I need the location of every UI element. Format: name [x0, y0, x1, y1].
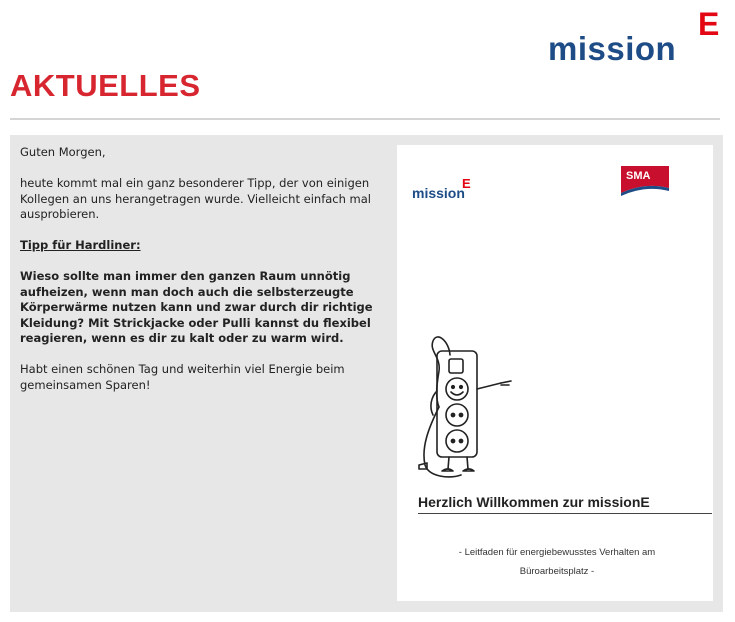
power-strip-character-icon	[415, 327, 515, 483]
sma-logo	[621, 166, 669, 197]
page-title: AKTUELLES	[10, 68, 201, 103]
mission-e-logo	[548, 8, 723, 68]
cover-subtitle	[427, 543, 687, 581]
sma-label: SMA	[626, 170, 651, 182]
cover-subtitle-line2: Büroarbeitsplatz -	[519, 566, 595, 577]
cover-title-rule	[418, 513, 712, 514]
cover-logo-word: mission	[412, 185, 465, 201]
title-divider	[10, 118, 720, 120]
cover-mission-e-logo	[412, 175, 482, 203]
article-body	[20, 145, 375, 409]
logo-accent: E	[698, 6, 720, 42]
cover-subtitle-line1: - Leitfaden für energiebewusstes Verhalten am	[458, 547, 656, 558]
logo-word: mission	[548, 30, 677, 67]
cover-logo-accent: E	[462, 176, 471, 191]
tip-paragraph: Wieso sollte man immer den ganzen Raum unnötig aufheizen, wenn man doch auch die selbsterzeugte Körperwärme nutzen kann und zwar durch dir richtige Kleidung? Mit Strickjacke oder Pulli kannst du flexibel reagieren, wenn es dir zu kalt oder zu warm wird.	[20, 269, 373, 345]
brochure-cover	[397, 145, 713, 601]
cover-title: Herzlich Willkommen zur missionE	[418, 494, 650, 510]
greeting: Guten Morgen,	[20, 145, 106, 159]
intro-paragraph: heute kommt mal ein ganz besonderer Tipp, der von einigen Kollegen an uns herangetragen wurde. Vielleicht einfach mal ausprobieren.	[20, 176, 372, 221]
closing-paragraph: Habt einen schönen Tag und weiterhin viel Energie beim gemeinsamen Sparen!	[20, 362, 345, 392]
tip-heading: Tipp für Hardliner:	[20, 238, 141, 252]
